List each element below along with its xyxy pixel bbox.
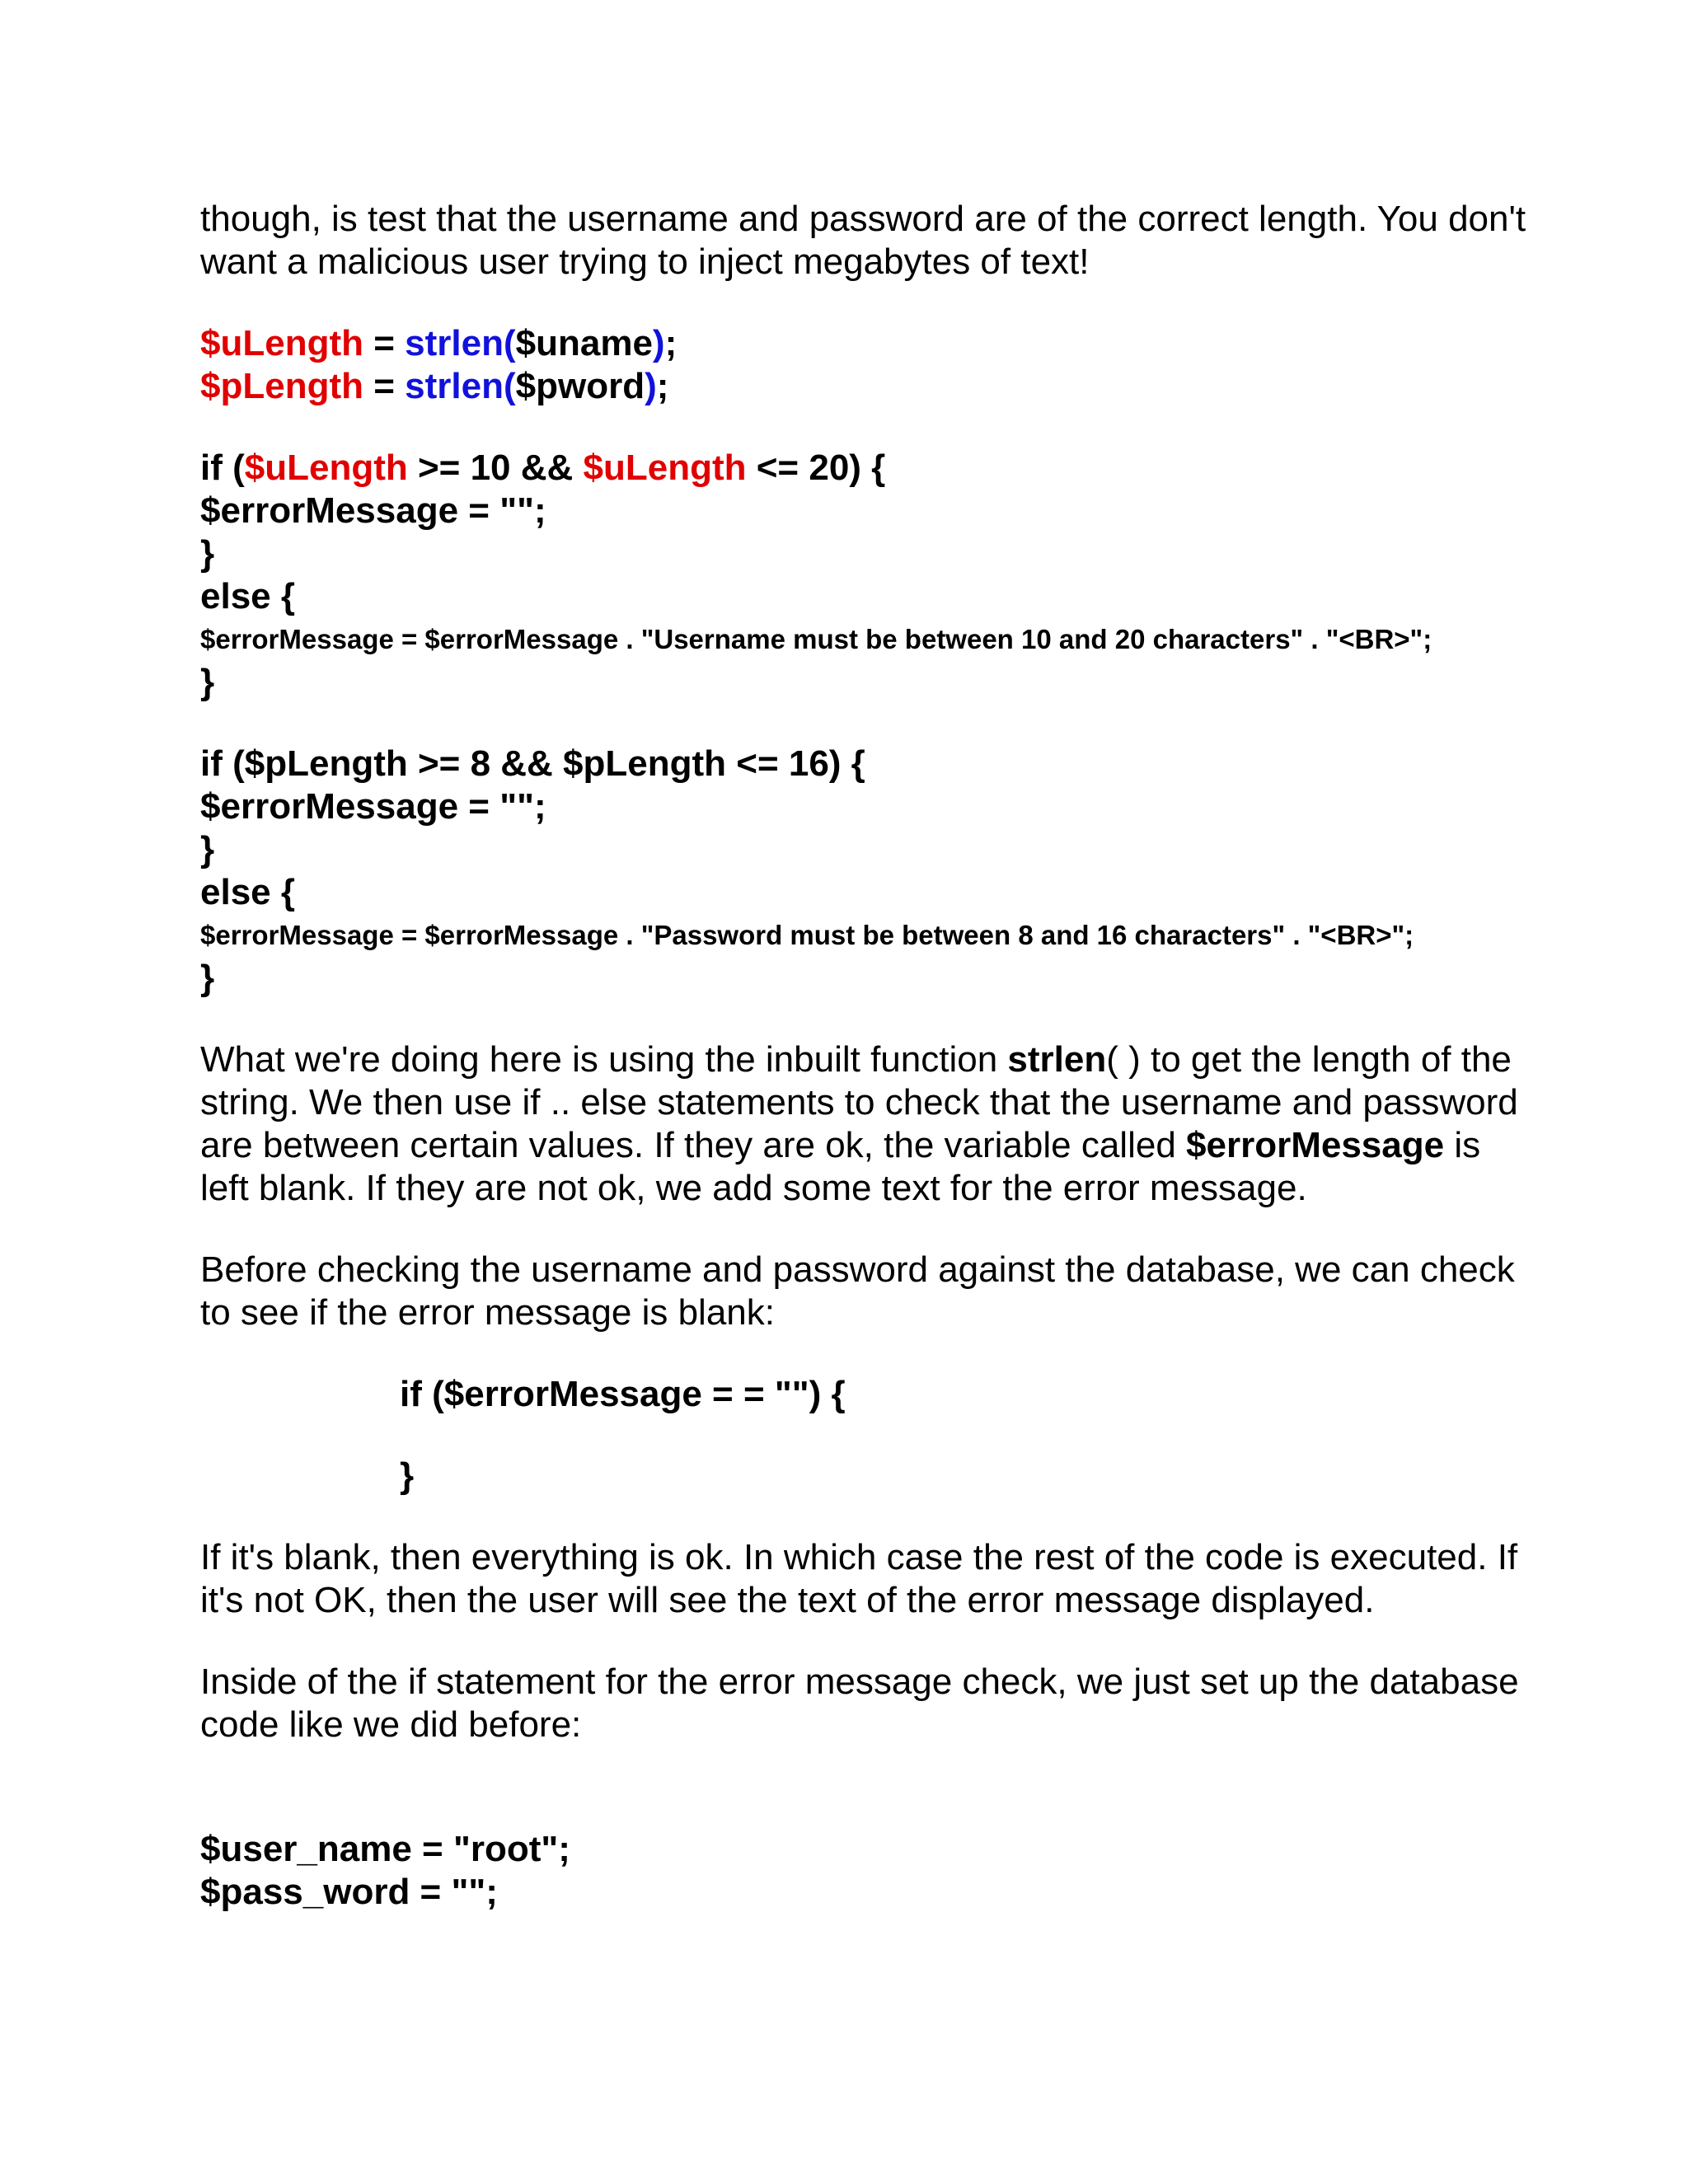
code-line-username-error: $errorMessage = $errorMessage . "Username must be between 10 and 20 characters" . "<BR>";: [200, 624, 1432, 654]
code-line-if-password: if ($pLength >= 8 && $pLength <= 16) {: [200, 743, 865, 784]
paragraph-database-setup: Inside of the if statement for the error message check, we just set up the database code like we did before:: [200, 1661, 1519, 1745]
page-content: [200, 198, 1536, 1914]
code-line-plength: $pLength = strlen($pword);: [200, 366, 669, 406]
code-line: else {: [200, 576, 295, 616]
paragraph-intro: though, is test that the username and password are of the correct length. You don't want a malicious user trying to inject megabytes of text!: [200, 199, 1526, 282]
code-line: else {: [200, 872, 295, 912]
code-block-db-credentials: [200, 1828, 1536, 1914]
code-line: }: [400, 1455, 415, 1496]
code-line-pass-word: $pass_word = "";: [200, 1872, 498, 1912]
code-line: }: [200, 829, 215, 869]
paragraph-if-blank: If it's blank, then everything is ok. In which case the rest of the code is executed. If it's not OK, then the user will see the text of the error message displayed.: [200, 1537, 1518, 1620]
code-block-username-check: [200, 447, 1536, 704]
code-line-user-name: $user_name = "root";: [200, 1829, 570, 1869]
code-block-error-check: [200, 1373, 1536, 1497]
code-block-strlen: [200, 322, 1536, 408]
code-line-password-error: $errorMessage = $errorMessage . "Password must be between 8 and 16 characters" . "<BR>";: [200, 920, 1414, 950]
code-line: $errorMessage = "";: [200, 490, 546, 531]
paragraph-explanation: What we're doing here is using the inbuilt function strlen( ) to get the length of the string. We then use if .. else statements to check that the username and password are between certain values. If they are ok, the variable called $errorMessage is left blank. If they are not ok, we add some text for the error message.: [200, 1039, 1518, 1208]
code-line: }: [200, 662, 215, 702]
code-line: }: [200, 958, 215, 998]
code-line-if-error-blank: if ($errorMessage = = "") {: [400, 1374, 846, 1414]
code-block-password-check: [200, 743, 1536, 1000]
code-line-if-username: if ($uLength >= 10 && $uLength <= 20) {: [200, 448, 886, 488]
inline-code-strlen: strlen: [1007, 1039, 1107, 1080]
code-line: }: [200, 533, 215, 574]
inline-code-errormessage: $errorMessage: [1186, 1125, 1445, 1165]
code-line: $errorMessage = "";: [200, 786, 546, 827]
paragraph-before-checking: Before checking the username and password against the database, we can check to see if the error message is blank:: [200, 1249, 1515, 1333]
code-line-ulength: $uLength = strlen($uname);: [200, 323, 678, 363]
